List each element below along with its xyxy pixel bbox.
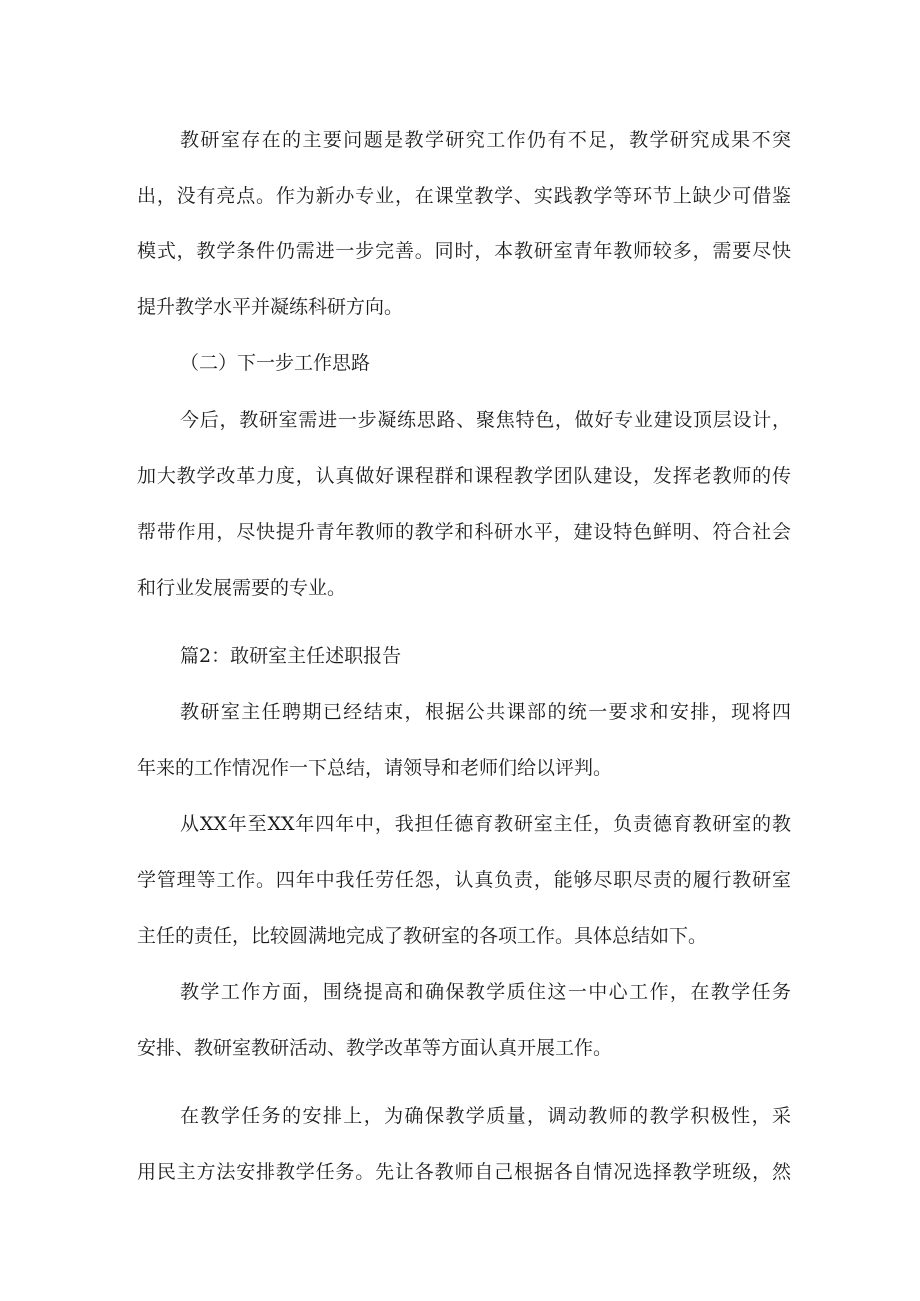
paragraph-line: 主任的责任，比较圆满地完成了教研室的各项工作。具体总结如下。 <box>137 925 708 947</box>
paragraph-line: 在教学任务的安排上，为确保教学质量，调动教师的教学积极性，采 <box>180 1105 791 1127</box>
paragraph-line: 出，没有亮点。作为新办专业，在课堂教学、实践教学等环节上缺少可借鉴 <box>137 185 791 207</box>
paragraph-line: 帮带作用，尽快提升青年教师的教学和科研水平，建设特色鲜明、符合社会 <box>137 521 791 543</box>
paragraph-line: 模式，教学条件仍需进一步完善。同时，本教研室青年教师较多，需要尽快 <box>137 240 791 262</box>
paragraph-line: 教学工作方面，围绕提高和确保教学质住这一中心工作，在教学任务 <box>180 981 791 1003</box>
paragraph-line: 教研室存在的主要问题是教学研究工作仍有不足，教学研究成果不突 <box>180 129 791 151</box>
paragraph-line: 和行业发展需要的专业。 <box>137 577 347 599</box>
paragraph-line: 学管理等工作。四年中我任劳任怨，认真负责，能够尽职尽责的履行教研室 <box>137 869 791 891</box>
paragraph-line: 今后，教研室需进一步凝练思路、聚焦特色，做好专业建设顶层设计， <box>180 409 791 431</box>
paragraph-line: 提升教学水平并凝练科研方向。 <box>137 296 404 318</box>
paragraph-line: 年来的工作情况作一下总结，请领导和老师们给以评判。 <box>137 757 613 779</box>
part-heading: 篇2：敢研室主任述职报告 <box>180 645 402 667</box>
paragraph-line: 用民主方法安排教学任务。先让各教师自己根据各自情况选择教学班级，然 <box>137 1161 791 1183</box>
paragraph-line: 加大教学改革力度，认真做好课程群和课程教学团队建设，发挥老教师的传 <box>137 465 791 487</box>
paragraph-line: 安排、教研室教研活动、教学改革等方面认真开展工作。 <box>137 1037 613 1059</box>
paragraph-line: 从XX年至XX年四年中，我担任德育教研室主任，负责德育教研室的教 <box>180 813 791 835</box>
section-heading: （二）下一步工作思路 <box>180 352 371 374</box>
paragraph-line: 教研室主任聘期已经结束，根据公共课部的统一要求和安排，现将四 <box>180 701 791 723</box>
